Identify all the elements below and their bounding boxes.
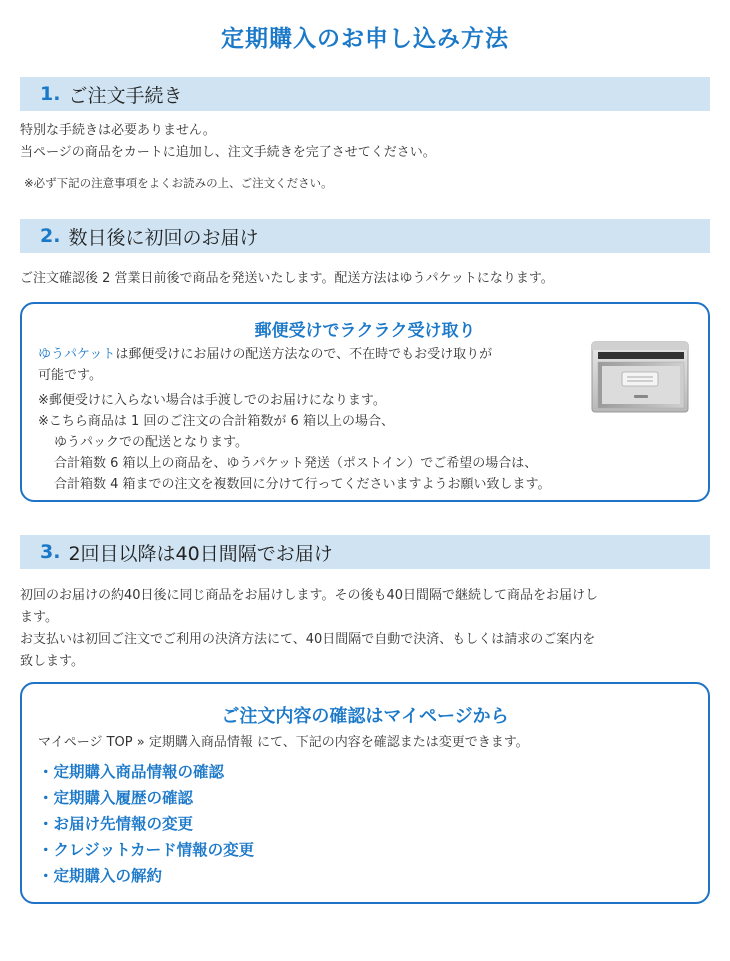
section-number: 2. xyxy=(40,225,61,247)
list-item[interactable]: ・定期購入商品情報の確認 xyxy=(38,763,225,781)
order-note: ※必ず下記の注意事項をよくお読みの上、ご注文ください。 xyxy=(24,176,333,190)
box-title: 郵便受けでラクラク受け取り xyxy=(254,321,476,341)
box-note: 合計箱数 4 箱までの注文を複数回に分けて行ってくださいますようお願い致します。 xyxy=(54,477,551,492)
paragraph-line: 初回のお届けの約40日後に同じ商品をお届けします。その後も40日間隔で継続して商品をお届けし xyxy=(20,588,599,603)
paragraph-line: 当ページの商品をカートに追加し、注文手続きを完了させてください。 xyxy=(20,145,436,160)
box-line xyxy=(38,344,598,365)
section-header-interval xyxy=(20,535,710,569)
paragraph-line: ます。 xyxy=(20,610,58,625)
paragraph-line: お支払いは初回ご注文でご利用の決済方法にて、40日間隔で自動で決済、もしくは請求のご案内を xyxy=(20,632,596,647)
section-header-order xyxy=(20,77,710,111)
box-note: ※こちら商品は 1 回のご注文の合計箱数が 6 箱以上の場合、 xyxy=(38,414,394,429)
section-title: ご注文手続き xyxy=(68,84,183,107)
box-note: ゆうパックでの配送となります。 xyxy=(54,435,248,450)
section-number: 1. xyxy=(40,83,61,105)
box-title: ご注文内容の確認はマイページから xyxy=(221,706,509,727)
mypage-info-box xyxy=(20,682,710,904)
page-title: 定期購入のお申し込み方法 xyxy=(221,26,509,52)
box-note: ※郵便受けに入らない場合は手渡しでのお届けになります。 xyxy=(38,393,386,408)
yu-packet-link[interactable]: ゆうパケット xyxy=(38,347,116,362)
section-number: 3. xyxy=(40,541,61,563)
list-item[interactable]: ・定期購入履歴の確認 xyxy=(38,789,194,807)
section1-body xyxy=(20,120,710,164)
list-item[interactable]: ・お届け先情報の変更 xyxy=(38,815,194,833)
list-item[interactable]: ・定期購入の解約 xyxy=(38,867,163,885)
mailbox-info-box xyxy=(20,302,710,502)
mailbox-icon xyxy=(590,340,690,414)
section-header-delivery xyxy=(20,219,710,253)
section2-text: ご注文確認後 2 営業日前後で商品を発送いたします。配送方法はゆうパケットになります。 xyxy=(20,271,554,286)
box-note: 合計箱数 6 箱以上の商品を、ゆうパケット発送（ポストイン）でご希望の場合は、 xyxy=(54,456,538,471)
paragraph-line: 致します。 xyxy=(20,654,84,669)
section3-body xyxy=(20,585,710,673)
box-intro: マイページ TOP » 定期購入商品情報 にて、下記の内容を確認または変更できます。 xyxy=(38,735,529,750)
box-line: 可能です。 xyxy=(38,368,102,383)
list-item[interactable]: ・クレジットカード情報の変更 xyxy=(38,841,255,859)
box-line-text: は郵便受けにお届けの配送方法なので、不在時でもお受け取りが xyxy=(115,347,493,362)
paragraph-line: 特別な手続きは必要ありません。 xyxy=(20,123,216,138)
box-body xyxy=(38,344,598,495)
section-title: 2回目以降は40日間隔でお届け xyxy=(68,542,333,565)
section-title: 数日後に初回のお届け xyxy=(68,226,259,249)
